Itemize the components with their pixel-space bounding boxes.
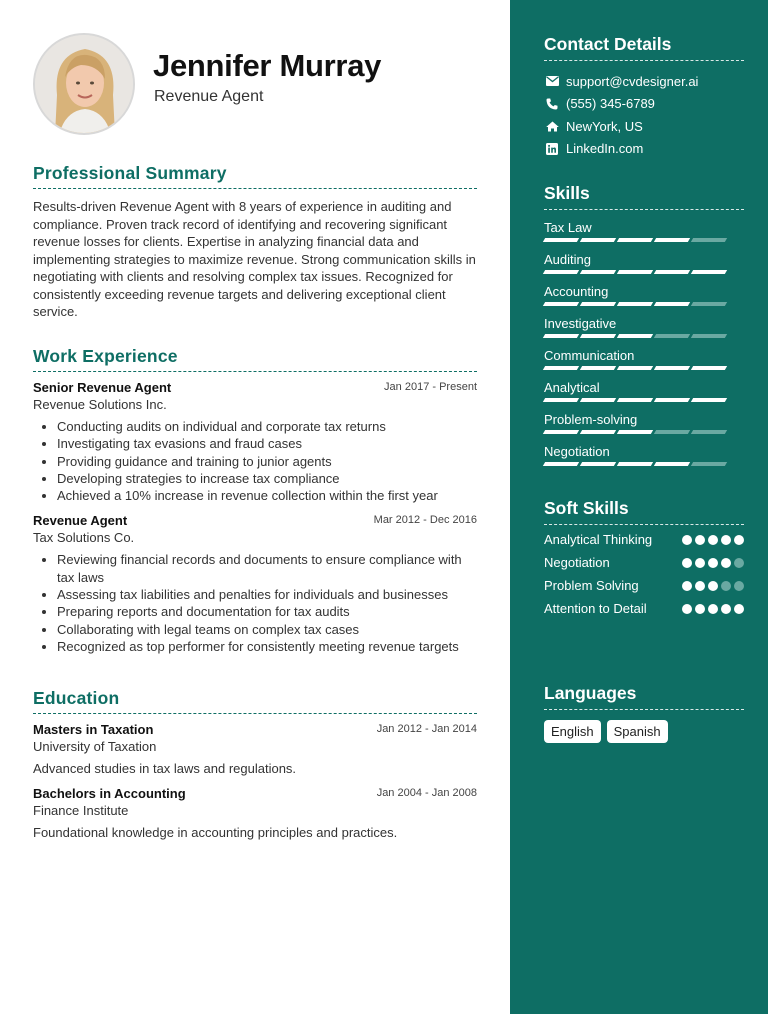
list-item: • Collaborating with legal teams on complex tax cases	[57, 621, 477, 638]
section-title: Work Experience	[33, 346, 477, 372]
rating-dot	[695, 535, 705, 545]
soft-skill-rating	[682, 600, 744, 614]
list-item: • Providing guidance and training to junior agents	[57, 453, 477, 470]
skill-label: Accounting	[544, 284, 609, 299]
email-icon	[544, 74, 560, 88]
skill-level-segment	[543, 302, 579, 306]
job-bullets	[33, 551, 477, 655]
skill-level-bar	[544, 302, 726, 306]
section-title: Professional Summary	[33, 163, 477, 189]
skill-level-segment	[617, 366, 653, 370]
degree-title: Masters in Taxation	[33, 722, 154, 737]
soft-skill-label: Problem Solving	[544, 578, 639, 593]
skill-level-segment	[654, 366, 690, 370]
job-entry	[33, 513, 477, 655]
rating-dot	[708, 604, 718, 614]
list-item: • Achieved a 10% increase in revenue collection within the first year	[57, 487, 477, 504]
section-title: Soft Skills	[544, 498, 744, 525]
skill-level-bar	[544, 430, 726, 434]
soft-skill-label: Analytical Thinking	[544, 532, 653, 547]
section-title: Skills	[544, 183, 744, 210]
section-title: Languages	[544, 683, 744, 710]
soft-skill-item	[544, 577, 744, 594]
rating-dot	[695, 581, 705, 591]
rating-dot	[708, 535, 718, 545]
list-item: • Developing strategies to increase tax compliance	[57, 470, 477, 487]
avatar	[33, 33, 135, 135]
skill-label: Problem-solving	[544, 412, 638, 427]
contact-text: (555) 345-6789	[566, 96, 655, 112]
soft-skill-item	[544, 600, 744, 617]
skill-level-segment	[580, 270, 616, 274]
work-experience-section	[33, 346, 477, 655]
skill-level-segment	[543, 366, 579, 370]
skill-level-segment	[543, 430, 579, 434]
skill-item	[544, 314, 744, 346]
skill-level-bar	[544, 398, 726, 402]
list-item: • Investigating tax evasions and fraud cases	[57, 435, 477, 452]
list-item: • Assessing tax liabilities and penalties for individuals and businesses	[57, 586, 477, 603]
skills-list	[544, 218, 744, 474]
list-item: • Reviewing financial records and documents to ensure compliance with tax laws	[57, 551, 477, 586]
rating-dot	[721, 558, 731, 568]
skill-level-segment	[617, 430, 653, 434]
soft-skills-list	[544, 531, 744, 617]
rating-dot	[734, 558, 744, 568]
education-description: Foundational knowledge in accounting principles and practices.	[33, 825, 398, 840]
skill-item	[544, 442, 744, 474]
section-title: Contact Details	[544, 34, 744, 61]
skill-item	[544, 218, 744, 250]
skill-level-segment	[691, 366, 727, 370]
skill-level-segment	[691, 398, 727, 402]
school-name: Finance Institute	[33, 803, 129, 818]
skill-label: Investigative	[544, 316, 617, 331]
contact-text: support@cvdesigner.ai	[566, 73, 699, 89]
skill-level-segment	[580, 366, 616, 370]
school-name: University of Taxation	[33, 739, 157, 754]
skill-item	[544, 410, 744, 442]
skill-level-segment	[543, 398, 579, 402]
phone-icon	[544, 97, 560, 111]
candidate-name: Jennifer Murray	[153, 48, 382, 83]
soft-skills-section	[544, 498, 744, 617]
skill-item	[544, 378, 744, 410]
skill-level-segment	[691, 270, 727, 274]
soft-skill-item	[544, 554, 744, 571]
job-company: Tax Solutions Co.	[33, 530, 135, 546]
skill-level-segment	[617, 398, 653, 402]
skill-level-segment	[691, 334, 727, 338]
contact-linkedin[interactable]	[544, 138, 744, 161]
skill-level-segment	[617, 270, 653, 274]
skill-level-segment	[691, 462, 727, 466]
contact-text: LinkedIn.com	[566, 141, 644, 157]
skill-level-segment	[580, 398, 616, 402]
soft-skill-rating	[682, 554, 744, 568]
skill-level-segment	[580, 462, 616, 466]
linkedin-icon	[544, 142, 560, 156]
skill-item	[544, 250, 744, 282]
home-icon	[544, 119, 560, 133]
summary-text: Results-driven Revenue Agent with 8 years of experience in auditing and compliance. Proven track record of identifying and recovering significant revenue losses for clients. Expertise in analyzing financial data and implementing strategies to maximize revenue. Strong communication skills in negotiating with clients and resolving complex tax issues. Recognized for consistently exceeding revenue targets and delivering exceptional client service.	[33, 199, 476, 319]
skill-level-segment	[580, 430, 616, 434]
job-entry	[33, 380, 477, 504]
portrait-image	[35, 35, 135, 135]
contact-location	[544, 115, 744, 138]
rating-dot	[734, 604, 744, 614]
job-bullets	[33, 418, 477, 504]
skill-level-segment	[617, 302, 653, 306]
skill-level-segment	[580, 238, 616, 242]
education-section	[33, 688, 477, 840]
rating-dot	[721, 581, 731, 591]
skill-level-segment	[543, 270, 579, 274]
soft-skill-rating	[682, 531, 744, 545]
professional-summary-section	[33, 163, 477, 321]
skill-level-segment	[617, 462, 653, 466]
rating-dot	[721, 535, 731, 545]
skill-level-segment	[617, 334, 653, 338]
skill-level-segment	[691, 430, 727, 434]
language-tag: English	[544, 720, 601, 743]
soft-skill-label: Negotiation	[544, 555, 610, 570]
skill-level-bar	[544, 238, 726, 242]
skill-level-segment	[543, 334, 579, 338]
contact-phone[interactable]	[544, 93, 744, 116]
skill-level-segment	[691, 238, 727, 242]
skill-level-bar	[544, 366, 726, 370]
languages-list	[544, 720, 744, 743]
list-item: • Recognized as top performer for consistently meeting revenue targets	[57, 638, 477, 655]
languages-section	[544, 683, 744, 743]
rating-dot	[695, 604, 705, 614]
job-dates: Jan 2017 - Present	[384, 381, 477, 393]
rating-dot	[734, 535, 744, 545]
rating-dot	[695, 558, 705, 568]
soft-skill-rating	[682, 577, 744, 591]
sidebar	[510, 0, 768, 1014]
degree-title: Bachelors in Accounting	[33, 786, 186, 801]
list-item: • Conducting audits on individual and corporate tax returns	[57, 418, 477, 435]
skill-level-segment	[654, 430, 690, 434]
rating-dot	[682, 535, 692, 545]
contact-text: NewYork, US	[566, 118, 643, 134]
rating-dot	[708, 581, 718, 591]
skill-level-bar	[544, 462, 726, 466]
education-description: Advanced studies in tax laws and regulations.	[33, 761, 297, 776]
resume-header	[33, 0, 510, 150]
language-tag: Spanish	[607, 720, 668, 743]
soft-skill-item	[544, 531, 744, 548]
skill-level-segment	[580, 334, 616, 338]
skill-level-segment	[654, 398, 690, 402]
skill-level-segment	[543, 462, 579, 466]
list-item: • Preparing reports and documentation for tax audits	[57, 603, 477, 620]
skill-label: Communication	[544, 348, 635, 363]
skill-item	[544, 282, 744, 314]
rating-dot	[708, 558, 718, 568]
skill-label: Auditing	[544, 252, 591, 267]
education-entry	[33, 786, 477, 840]
skill-label: Analytical	[544, 380, 600, 395]
rating-dot	[682, 604, 692, 614]
education-dates: Jan 2004 - Jan 2008	[376, 787, 477, 799]
rating-dot	[682, 581, 692, 591]
contact-email[interactable]	[544, 70, 744, 93]
skills-section	[544, 183, 744, 474]
skill-level-segment	[654, 462, 690, 466]
skill-level-segment	[654, 334, 690, 338]
skill-level-segment	[654, 270, 690, 274]
rating-dot	[721, 604, 731, 614]
job-title: Senior Revenue Agent	[33, 380, 172, 395]
skill-item	[544, 346, 744, 378]
skill-level-segment	[617, 238, 653, 242]
skill-level-segment	[654, 238, 690, 242]
candidate-role: Revenue Agent	[154, 88, 264, 105]
section-title: Education	[33, 688, 477, 714]
skill-level-segment	[580, 302, 616, 306]
skill-level-bar	[544, 270, 726, 274]
skill-label: Negotiation	[544, 444, 610, 459]
skill-level-segment	[691, 302, 727, 306]
education-entry	[33, 722, 477, 776]
contact-section	[544, 34, 744, 160]
rating-dot	[734, 581, 744, 591]
soft-skill-label: Attention to Detail	[544, 601, 647, 616]
job-title: Revenue Agent	[33, 513, 128, 529]
skill-level-segment	[543, 238, 579, 242]
skill-level-segment	[654, 302, 690, 306]
job-dates: Mar 2012 - Dec 2016	[373, 514, 477, 527]
job-company: Revenue Solutions Inc.	[33, 397, 167, 412]
skill-level-bar	[544, 334, 726, 338]
skill-label: Tax Law	[544, 220, 592, 235]
education-dates: Jan 2012 - Jan 2014	[376, 723, 477, 735]
rating-dot	[682, 558, 692, 568]
